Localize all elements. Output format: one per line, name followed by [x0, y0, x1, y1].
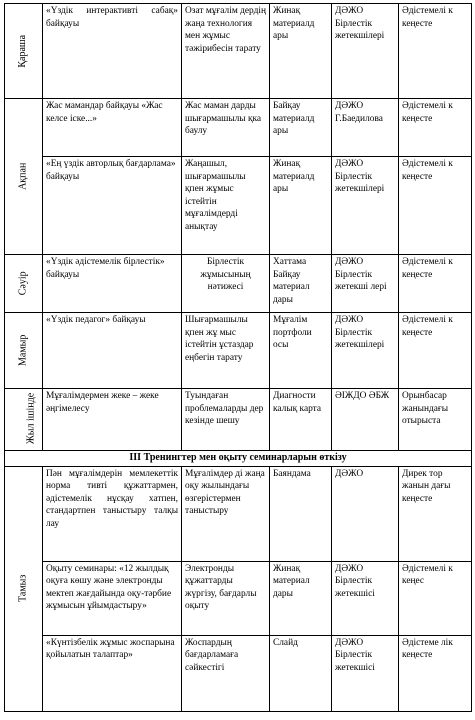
- event-cell: «Үздік педагог» байқауы: [43, 313, 182, 389]
- responsible-cell: ДӘЖО Бірлестік жетекшілері: [332, 4, 399, 99]
- goal-cell: Озат мұғалім дердің жаңа технология мен жұмыс тәжірибесін тарату: [182, 4, 270, 99]
- month-cell-mamyr: Мамыр: [5, 313, 43, 389]
- event-cell: «Үздік интерактивті сабақ» байқауы: [43, 4, 182, 99]
- event-cell: Мұғалімдермен жеке – жеке әңгімелесу: [43, 389, 182, 451]
- venue-cell: Әдістемелі к кеңесте: [399, 157, 472, 255]
- table-row: [5, 157, 472, 255]
- event-cell: «Үздік әдістемелік бірлестік» байқауы: [43, 255, 182, 313]
- event-cell: Оқыту семинары: «12 жылдық оқуға көшу және электронды мектеп жағдайында оқу-тәрбие жұмысын ұйымдастыру»: [43, 561, 182, 635]
- venue-cell: Әдістемелі к кеңесте: [399, 255, 472, 313]
- output-cell: Жинақ материалд ары: [270, 157, 332, 255]
- venue-cell: Әдістемелі к кеңесте: [399, 4, 472, 99]
- event-cell: «Ең үздік авторлық бағдарлама» байқауы: [43, 157, 182, 255]
- venue-cell: Әдістеме лік кеңесте: [399, 635, 472, 711]
- goal-cell: Шығармашылы қпен жұ мыс істейтін ұстаздар еңбегін тарату: [182, 313, 270, 389]
- responsible-cell: ДӘЖО Бірлестік жетекшілері: [332, 313, 399, 389]
- month-cell-tamyz: Тамыз: [5, 466, 43, 711]
- venue-cell: Әдістемелі к кеңес: [399, 561, 472, 635]
- responsible-cell: ДӘЖО Бірлестік жетекшісі: [332, 561, 399, 635]
- goal-cell: Туындаған проблемаларды дер кезінде шешу: [182, 389, 270, 451]
- goal-cell: Электронды құжаттарды жүргізу, бағдарлы оқыту: [182, 561, 270, 635]
- table-row: [5, 635, 472, 711]
- event-cell: Пән мұғалімдерін мемлекеттік норма тивті құжаттармен, әдістемелік нұсқау хатпен, стандартпен таныстыру талқы лау: [43, 466, 182, 561]
- responsible-cell: ДӘЖО: [332, 466, 399, 561]
- goal-cell: Жоспардың бағдарламаға сәйкестігі: [182, 635, 270, 711]
- responsible-cell: ӘІЖДО ӘБЖ: [332, 389, 399, 451]
- event-cell: «Күнтізбелік жұмыс жоспарына қойылатын талаптар»: [43, 635, 182, 711]
- table-row: [5, 4, 472, 99]
- table-row: [5, 561, 472, 635]
- responsible-cell: ДӘЖО Бірлестік жетекшісі: [332, 635, 399, 711]
- venue-cell: Әдістемелі к кеңесте: [399, 99, 472, 157]
- output-cell: Хаттама Байқау материал дары: [270, 255, 332, 313]
- output-cell: Байқау материалд ары: [270, 99, 332, 157]
- table-row: [5, 313, 472, 389]
- section-title: ІІІ Тренингтер мен оқыту семинарларын өткізу: [5, 451, 472, 467]
- goal-cell: Жаңашыл, шығармашылы қпен жұмыс істейтін мұғалімдерді анықтау: [182, 157, 270, 255]
- month-cell-sauir: Сәуір: [5, 255, 43, 313]
- output-cell: Баяндама: [270, 466, 332, 561]
- venue-cell: Дирек тор жанын дағы кеңесте: [399, 466, 472, 561]
- venue-cell: Орынбасар жанындағы отырыста: [399, 389, 472, 451]
- table-row: [5, 466, 472, 561]
- month-cell-zhyl-ishinde: Жыл ішінде: [5, 389, 43, 451]
- responsible-cell: ДӘЖО Г.Баедилова: [332, 99, 399, 157]
- output-cell: Жинақ материалд ары: [270, 4, 332, 99]
- output-cell: Жинақ материал дары: [270, 561, 332, 635]
- event-cell: Жас мамандар байқауы «Жас келсе іске...»: [43, 99, 182, 157]
- goal-cell: Бірлестік жұмысының нәтижесі: [182, 255, 270, 313]
- table-row: [5, 255, 472, 313]
- output-cell: Мұғалім портфоли осы: [270, 313, 332, 389]
- responsible-cell: ДӘЖО Бірлестік жетекші лері: [332, 255, 399, 313]
- venue-cell: Әдістемелі к кеңесте: [399, 313, 472, 389]
- goal-cell: Жас маман дарды шығармашылы қка баулу: [182, 99, 270, 157]
- table-row: [5, 99, 472, 157]
- section-row: [5, 451, 472, 467]
- output-cell: Диагности калық карта: [270, 389, 332, 451]
- responsible-cell: ДӘЖО Бірлестік жетекшілері: [332, 157, 399, 255]
- table-row: [5, 389, 472, 451]
- month-cell-akpan: Ақпан: [5, 99, 43, 255]
- plan-table: [4, 3, 472, 712]
- month-cell-karasha: Қараша: [5, 4, 43, 99]
- output-cell: Слайд: [270, 635, 332, 711]
- goal-cell: Мұғалімдер ді жаңа оқу жылындағы өзгерістермен таныстыру: [182, 466, 270, 561]
